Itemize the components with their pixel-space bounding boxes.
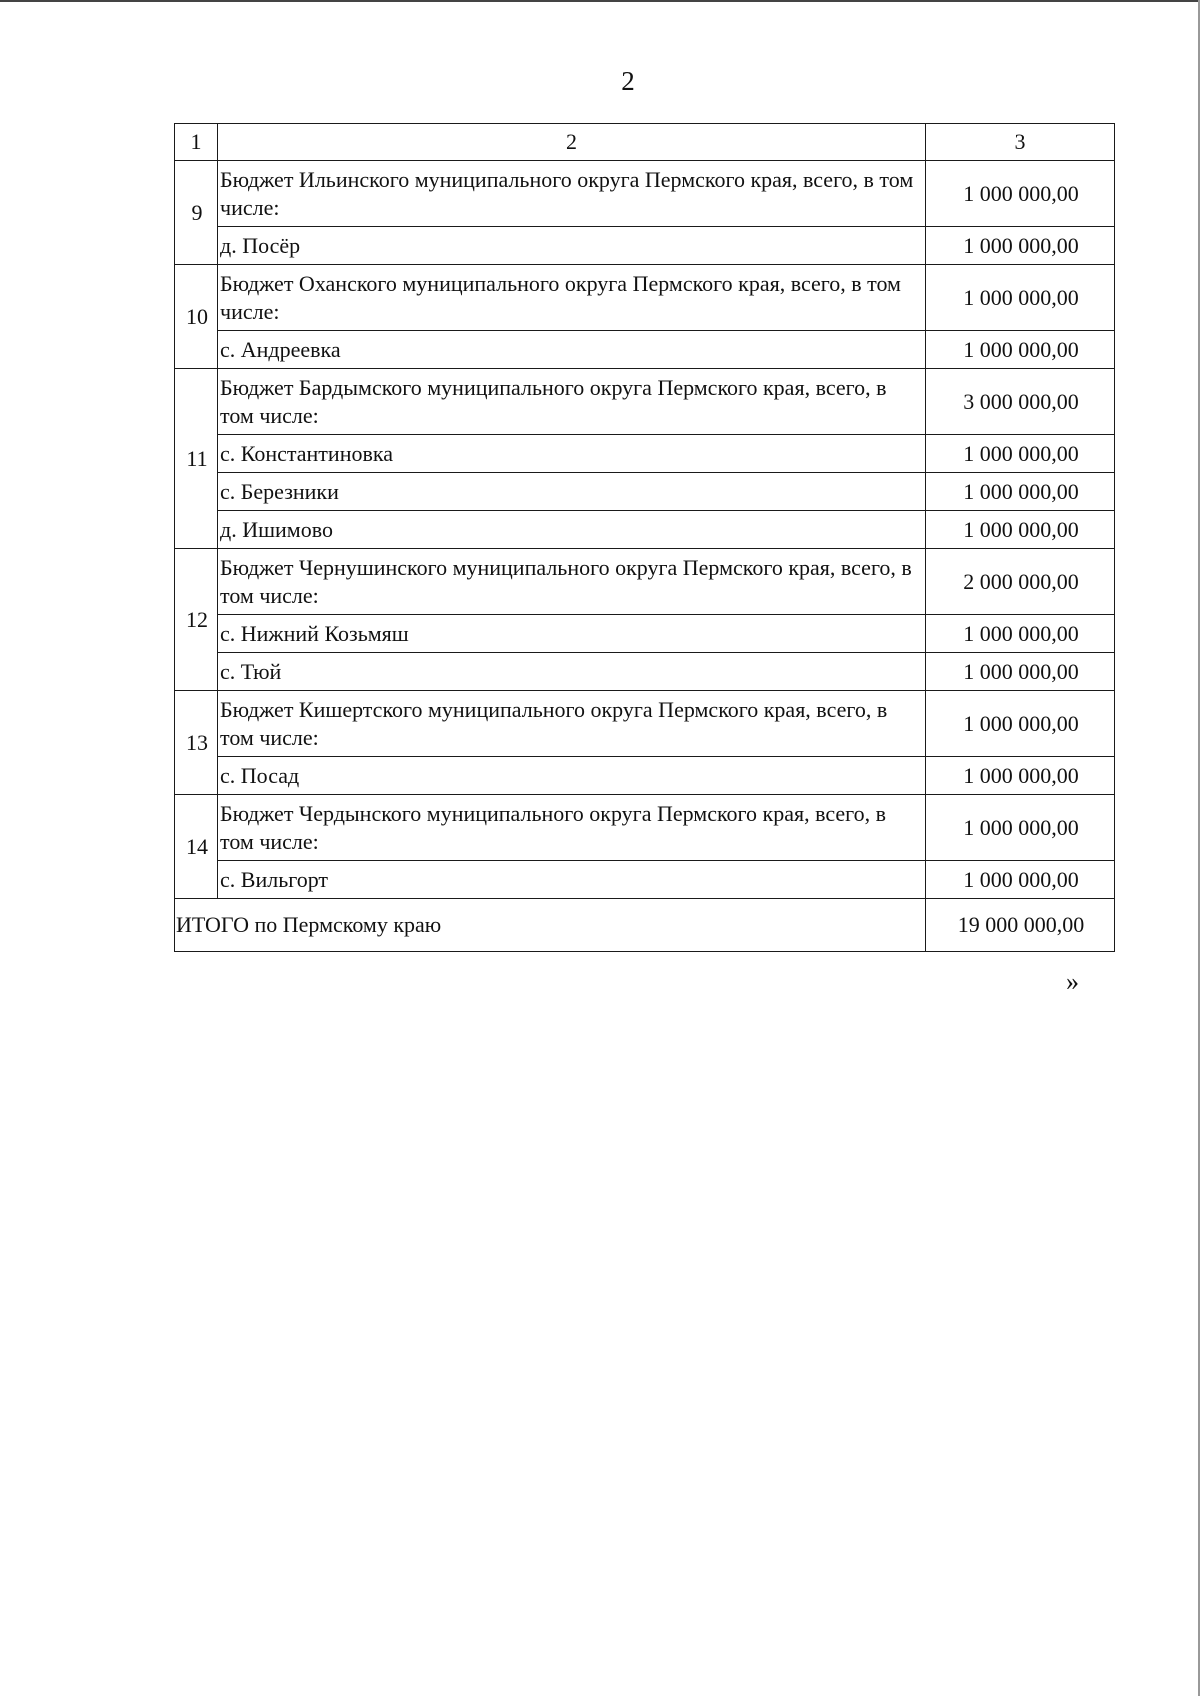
row-number: 10 xyxy=(175,265,218,369)
settlement-row xyxy=(175,511,1115,549)
total-row xyxy=(175,899,1115,952)
amount-cell: 1 000 000,00 xyxy=(926,435,1115,473)
column-header-3: 3 xyxy=(926,124,1115,161)
total-amount: 19 000 000,00 xyxy=(926,899,1115,952)
row-number: 9 xyxy=(175,161,218,265)
amount-cell: 1 000 000,00 xyxy=(926,795,1115,861)
amount-cell: 1 000 000,00 xyxy=(926,691,1115,757)
settlement-name: с. Константиновка xyxy=(218,435,926,473)
row-number: 12 xyxy=(175,549,218,691)
settlement-name: с. Березники xyxy=(218,473,926,511)
amount-cell: 2 000 000,00 xyxy=(926,549,1115,615)
row-number: 13 xyxy=(175,691,218,795)
settlement-name: с. Андреевка xyxy=(218,331,926,369)
budget-name: Бюджет Ильинского муниципального округа Пермского края, всего, в том числе: xyxy=(218,161,926,227)
settlement-row xyxy=(175,331,1115,369)
budget-row xyxy=(175,161,1115,227)
budget-name: Бюджет Чернушинского муниципального округа Пермского края, всего, в том числе: xyxy=(218,549,926,615)
amount-cell: 1 000 000,00 xyxy=(926,511,1115,549)
settlement-row xyxy=(175,615,1115,653)
amount-cell: 1 000 000,00 xyxy=(926,757,1115,795)
settlement-name: д. Посёр xyxy=(218,227,926,265)
amount-cell: 1 000 000,00 xyxy=(926,473,1115,511)
scan-edge-top xyxy=(0,0,1200,2)
amount-cell: 1 000 000,00 xyxy=(926,265,1115,331)
settlement-name: с. Тюй xyxy=(218,653,926,691)
budget-name: Бюджет Бардымского муниципального округа Пермского края, всего, в том числе: xyxy=(218,369,926,435)
budget-name: Бюджет Чердынского муниципального округа Пермского края, всего, в том числе: xyxy=(218,795,926,861)
settlement-name: с. Нижний Козьмяш xyxy=(218,615,926,653)
budget-row xyxy=(175,691,1115,757)
row-number: 14 xyxy=(175,795,218,899)
settlement-row xyxy=(175,227,1115,265)
amount-cell: 1 000 000,00 xyxy=(926,615,1115,653)
settlement-name: д. Ишимово xyxy=(218,511,926,549)
budget-row xyxy=(175,795,1115,861)
settlement-name: с. Посад xyxy=(218,757,926,795)
budget-allocation-table xyxy=(174,123,1115,952)
amount-cell: 1 000 000,00 xyxy=(926,331,1115,369)
total-label: ИТОГО по Пермскому краю xyxy=(175,899,926,952)
closing-quote-mark: » xyxy=(1066,967,1079,996)
settlement-name: с. Вильгорт xyxy=(218,861,926,899)
page-number: 2 xyxy=(621,66,635,96)
amount-cell: 1 000 000,00 xyxy=(926,227,1115,265)
amount-cell: 1 000 000,00 xyxy=(926,861,1115,899)
settlement-row xyxy=(175,435,1115,473)
budget-row xyxy=(175,549,1115,615)
settlement-row xyxy=(175,473,1115,511)
row-number: 11 xyxy=(175,369,218,549)
table-body xyxy=(175,124,1115,952)
column-header-2: 2 xyxy=(218,124,926,161)
amount-cell: 3 000 000,00 xyxy=(926,369,1115,435)
table-header-row xyxy=(175,124,1115,161)
budget-row xyxy=(175,265,1115,331)
amount-cell: 1 000 000,00 xyxy=(926,653,1115,691)
settlement-row xyxy=(175,653,1115,691)
column-header-1: 1 xyxy=(175,124,218,161)
budget-name: Бюджет Кишертского муниципального округа Пермского края, всего, в том числе: xyxy=(218,691,926,757)
budget-name: Бюджет Оханского муниципального округа Пермского края, всего, в том числе: xyxy=(218,265,926,331)
amount-cell: 1 000 000,00 xyxy=(926,161,1115,227)
budget-row xyxy=(175,369,1115,435)
settlement-row xyxy=(175,861,1115,899)
settlement-row xyxy=(175,757,1115,795)
